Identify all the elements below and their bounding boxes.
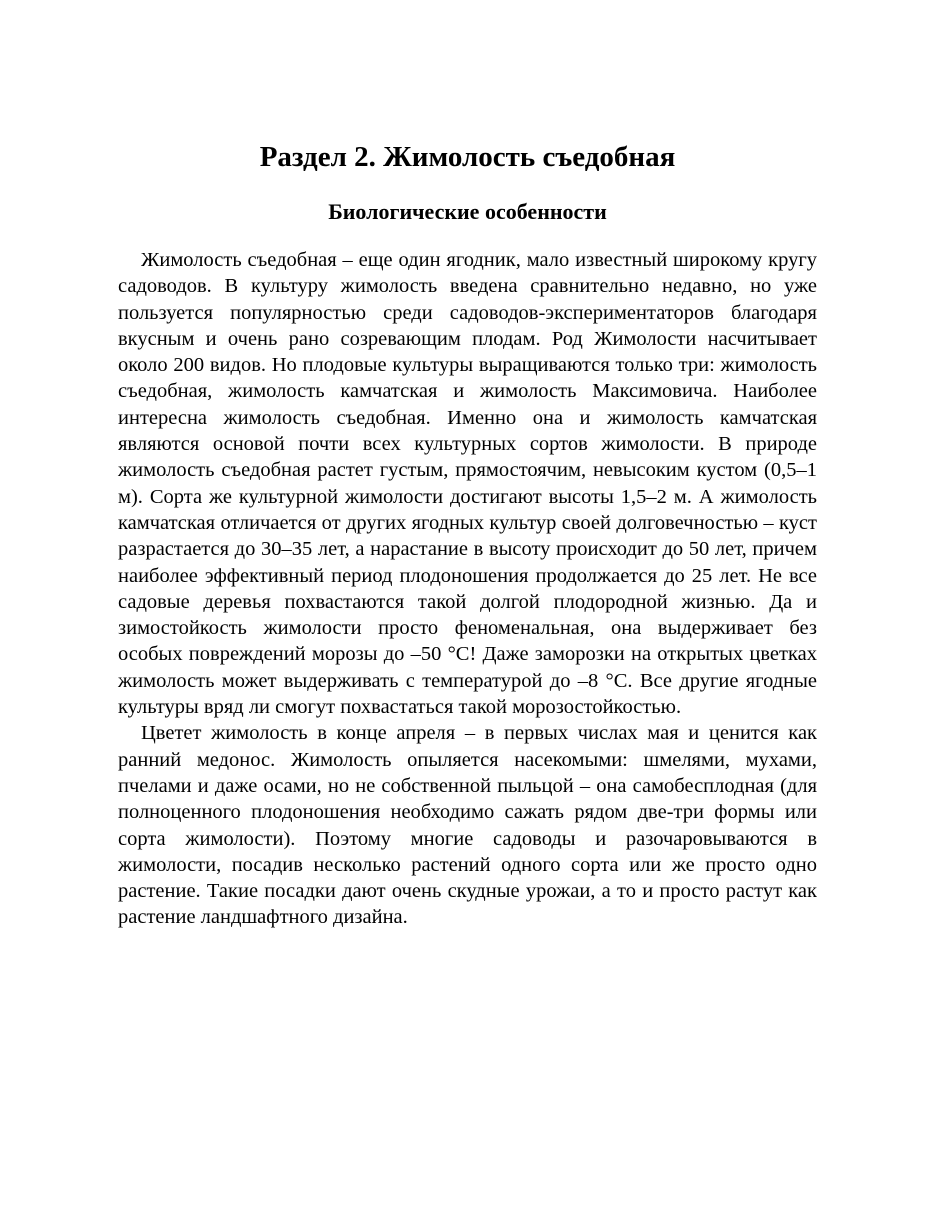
body-text: [118, 247, 817, 931]
paragraph: Цветет жимолость в конце апреля – в первых числах мая и ценится как ранний медонос. Жимолость опыляется насекомыми: шмелями, мухами, пчелами и даже осами, но не собственной пыльцой – она самобесплодная (для полноценного плодоношения необходимо сажать рядом две-три формы или сорта жимолости). Поэтому многие садоводы и разочаровываются в жимолости, посадив несколько растений одного сорта или же просто одно растение. Такие посадки дают очень скудные урожаи, а то и просто растут как растение ландшафтного дизайна.: [118, 722, 817, 929]
chapter-title: Раздел 2. Жимолость съедобная: [259, 141, 676, 173]
section-title: Биологические особенности: [328, 199, 607, 224]
paragraph: Жимолость съедобная – еще один ягодник, мало известный широкому кругу садоводов. В культуру жимолость введена сравнительно недавно, но уже пользуется популярностью среди садоводов-экспериментаторов благодаря вкусным и очень рано созревающим плодам. Род Жимолости насчитывает около 200 видов. Но плодовые культуры выращиваются только три: жимолость съедобная, жимолость камчатская и жимолость Максимовича. Наиболее интересна жимолость съедобная. Именно она и жимолость камчатская являются основой почти всех культурных сортов жимолости. В природе жимолость съедобная растет густым, прямостоячим, невысоким кустом (0,5–1 м). Сорта же культурной жимолости достигают высоты 1,5–2 м. А жимолость камчатская отличается от других ягодных культур своей долговечностью – куст разрастается до 30–35 лет, а нарастание в высоту происходит до 50 лет, причем наиболее эффективный период плодоношения продолжается до 25 лет. Не все садовые деревья похвастаются такой долгой плодородной жизнью. Да и зимостойкость жимолости просто феноменальная, она выдерживает без особых повреждений морозы до –50 °С! Даже заморозки на открытых цветках жимолость может выдерживать с температурой до –8 °С. Все другие ягодные культуры вряд ли смогут похвастаться такой морозостойкостью.: [118, 249, 817, 719]
document-page: [118, 138, 817, 931]
